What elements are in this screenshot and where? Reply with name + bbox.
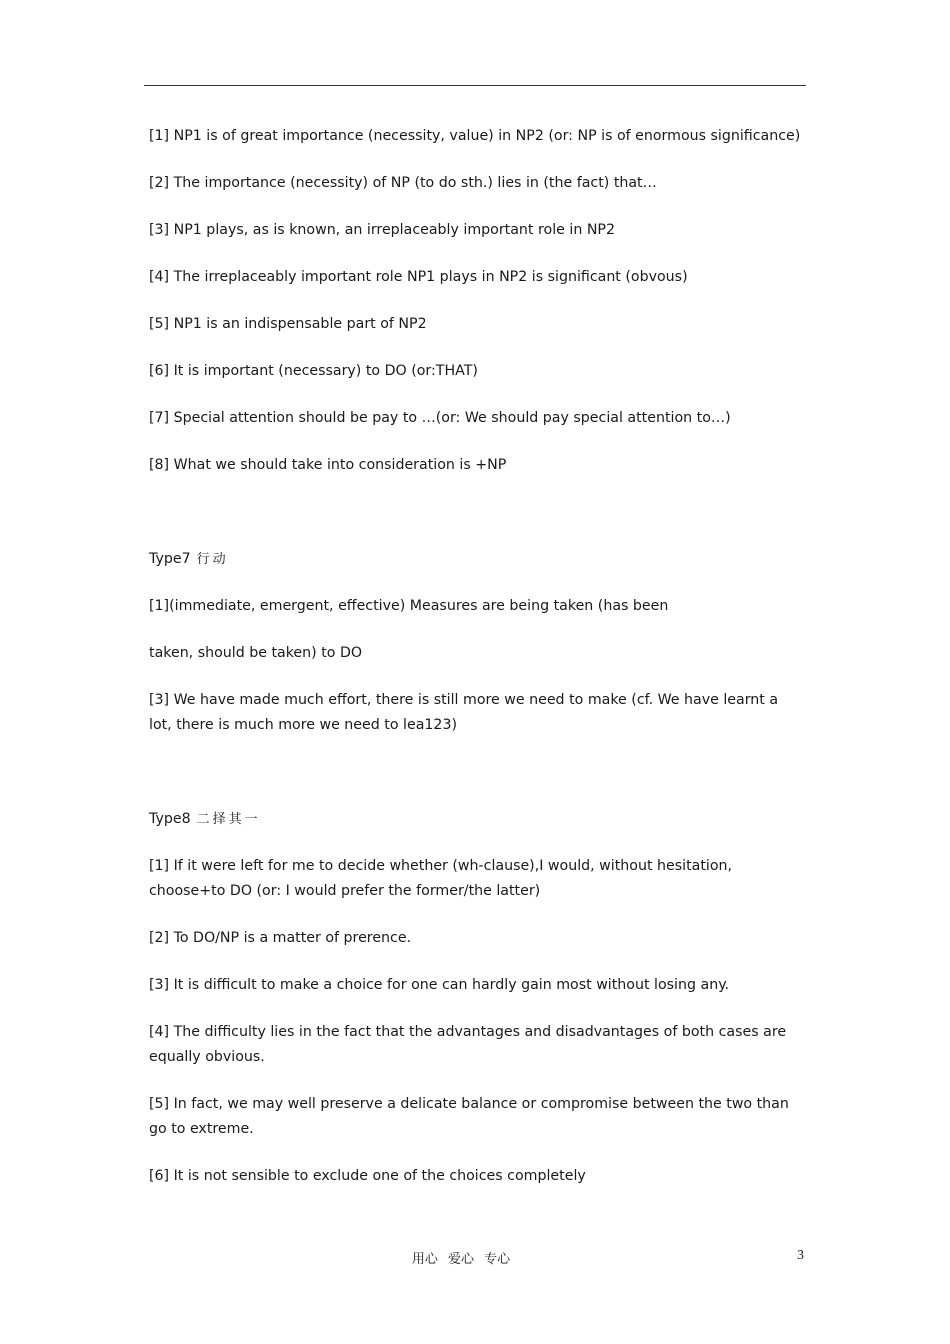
list-item: [2] To DO/NP is a matter of prerence. xyxy=(149,930,412,946)
section-type8 xyxy=(149,807,804,1189)
section-spacer xyxy=(149,760,804,807)
page-number: 3 xyxy=(797,1248,804,1263)
heading-cjk: 二择其一 xyxy=(196,812,261,827)
section-spacer xyxy=(149,500,804,547)
footer-motto: 用心 爱心 专心 xyxy=(411,1252,511,1267)
section-heading xyxy=(149,807,804,832)
list-item: [4] The difficulty lies in the fact that the advantages and disadvantages of both cases are equally obvious. xyxy=(149,1024,787,1065)
list-item: [2] The importance (necessity) of NP (to do sth.) lies in (the fact) that… xyxy=(149,175,657,191)
section-type7 xyxy=(149,547,804,738)
list-item: [3] We have made much effort, there is still more we need to make (cf. We have learnt a lot, there is much more we need to lea123) xyxy=(149,692,779,733)
heading-cjk: 行动 xyxy=(196,552,229,567)
section-heading xyxy=(149,547,804,572)
list-item: [6] It is important (necessary) to DO (or:THAT) xyxy=(149,363,478,379)
section-type6-list xyxy=(149,124,804,478)
list-item: [1] NP1 is of great importance (necessity, value) in NP2 (or: NP is of enormous significance) xyxy=(149,128,801,144)
header-rule xyxy=(144,85,806,86)
list-item: [4] The irreplaceably important role NP1 plays in NP2 is significant (obvous) xyxy=(149,269,688,285)
list-item: [6] It is not sensible to exclude one of the choices completely xyxy=(149,1168,586,1184)
document-body xyxy=(149,124,804,1211)
heading-latin: Type8 xyxy=(149,811,191,827)
list-item: [8] What we should take into consideration is +NP xyxy=(149,457,507,473)
heading-latin: Type7 xyxy=(149,551,191,567)
list-item: [7] Special attention should be pay to …(or: We should pay special attention to…) xyxy=(149,410,731,426)
list-item: taken, should be taken) to DO xyxy=(149,645,363,661)
list-item: [3] NP1 plays, as is known, an irreplaceably important role in NP2 xyxy=(149,222,616,238)
list-item: [5] In fact, we may well preserve a delicate balance or compromise between the two than go to extreme. xyxy=(149,1096,789,1137)
list-item: [5] NP1 is an indispensable part of NP2 xyxy=(149,316,427,332)
list-item: [3] It is difficult to make a choice for one can hardly gain most without losing any. xyxy=(149,977,730,993)
list-item: [1](immediate, emergent, effective) Measures are being taken (has been xyxy=(149,598,669,614)
list-item: [1] If it were left for me to decide whether (wh-clause),I would, without hesitation, choose+to DO (or: I would prefer the former/the latter) xyxy=(149,858,733,899)
